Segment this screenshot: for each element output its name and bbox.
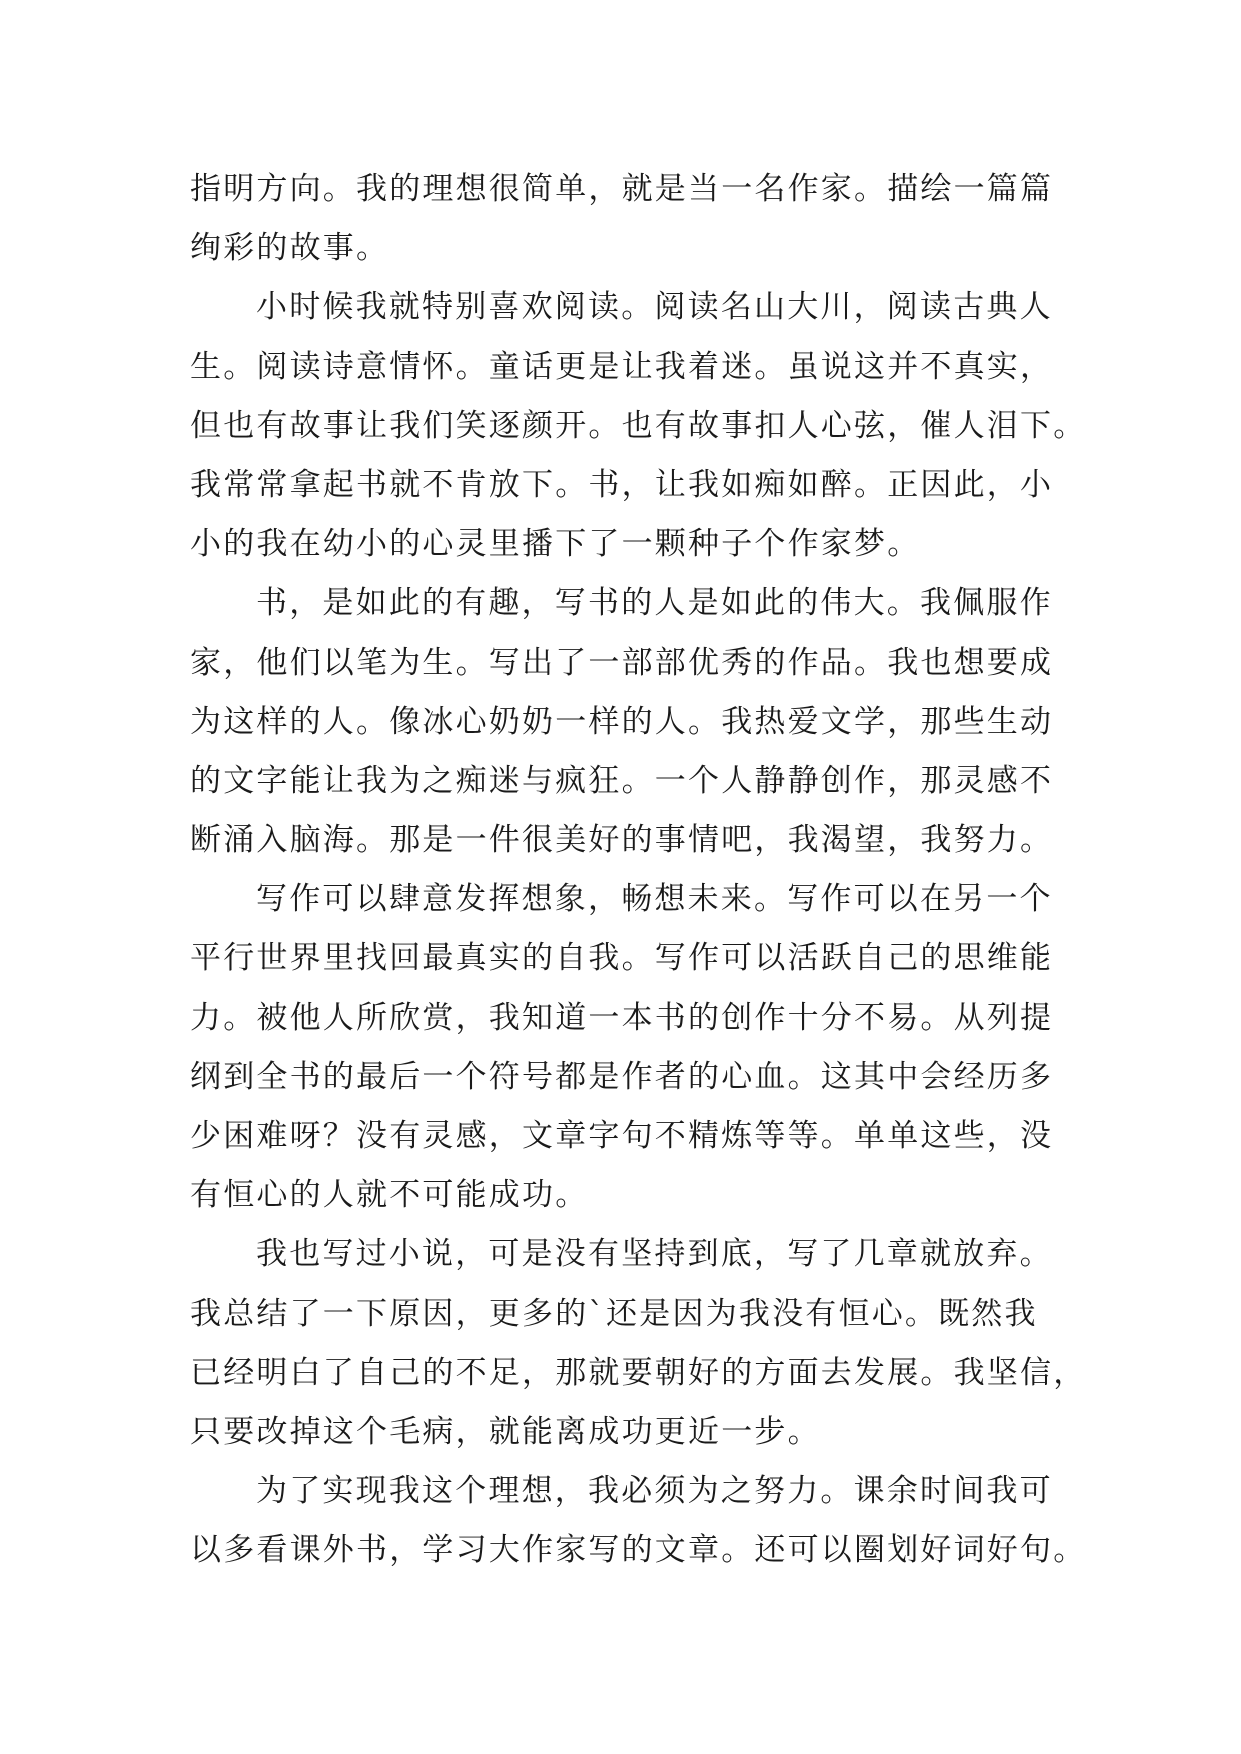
text-line: 断涌入脑海。那是一件很美好的事情吧，我渴望，我努力。 — [190, 822, 1054, 859]
text-line: 的文字能让我为之痴迷与疯狂。一个人静静创作，那灵感不 — [190, 762, 1054, 799]
text-line: 以多看课外书，学习大作家写的文章。还可以圈划好词好句。 — [190, 1532, 1087, 1569]
text-line: 我也写过小说，可是没有坚持到底，写了几章就放弃。 — [256, 1236, 1053, 1273]
text-line: 我常常拿起书就不肯放下。书，让我如痴如醉。正因此，小 — [190, 466, 1054, 503]
text-line: 少困难呀？没有灵感，文章字句不精炼等等。单单这些，没 — [190, 1118, 1054, 1154]
text-line: 小时候我就特别喜欢阅读。阅读名山大川，阅读古典人 — [256, 289, 1053, 326]
text-line: 生。阅读诗意情怀。童话更是让我着迷。虽说这并不真实， — [190, 348, 1054, 385]
text-line: 纲到全书的最后一个符号都是作者的心血。这其中会经历多 — [190, 1058, 1054, 1095]
text-line: 我总结了一下原因，更多的`还是因为我没有恒心。既然我 — [190, 1295, 1038, 1332]
text-line: 但也有故事让我们笑逐颜开。也有故事扣人心弦，催人泪下。 — [190, 407, 1087, 444]
text-line: 写作可以肆意发挥想象，畅想未来。写作可以在另一个 — [256, 881, 1053, 918]
text-line: 已经明白了自己的不足，那就要朝好的方面去发展。我坚信， — [190, 1354, 1087, 1391]
text-line: 绚彩的故事。 — [190, 230, 390, 267]
text-line: 平行世界里找回最真实的自我。写作可以活跃自己的思维能 — [190, 940, 1054, 977]
text-line: 力。被他人所欣赏，我知道一本书的创作十分不易。从列提 — [190, 999, 1054, 1036]
text-line: 为了实现我这个理想，我必须为之努力。课余时间我可 — [256, 1473, 1053, 1510]
text-line: 书，是如此的有趣，写书的人是如此的伟大。我佩服作 — [256, 585, 1053, 622]
text-line: 家，他们以笔为生。写出了一部部优秀的作品。我也想要成 — [190, 644, 1054, 681]
text-line: 只要改掉这个毛病，就能离成功更近一步。 — [190, 1413, 821, 1450]
text-line: 有恒心的人就不可能成功。 — [190, 1177, 589, 1214]
text-line: 小的我在幼小的心灵里播下了一颗种子个作家梦。 — [190, 526, 921, 563]
text-line: 为这样的人。像冰心奶奶一样的人。我热爱文学，那些生动 — [190, 703, 1054, 740]
text-line: 指明方向。我的理想很简单，就是当一名作家。描绘一篇篇 — [190, 171, 1054, 207]
essay-body — [190, 160, 1087, 1581]
